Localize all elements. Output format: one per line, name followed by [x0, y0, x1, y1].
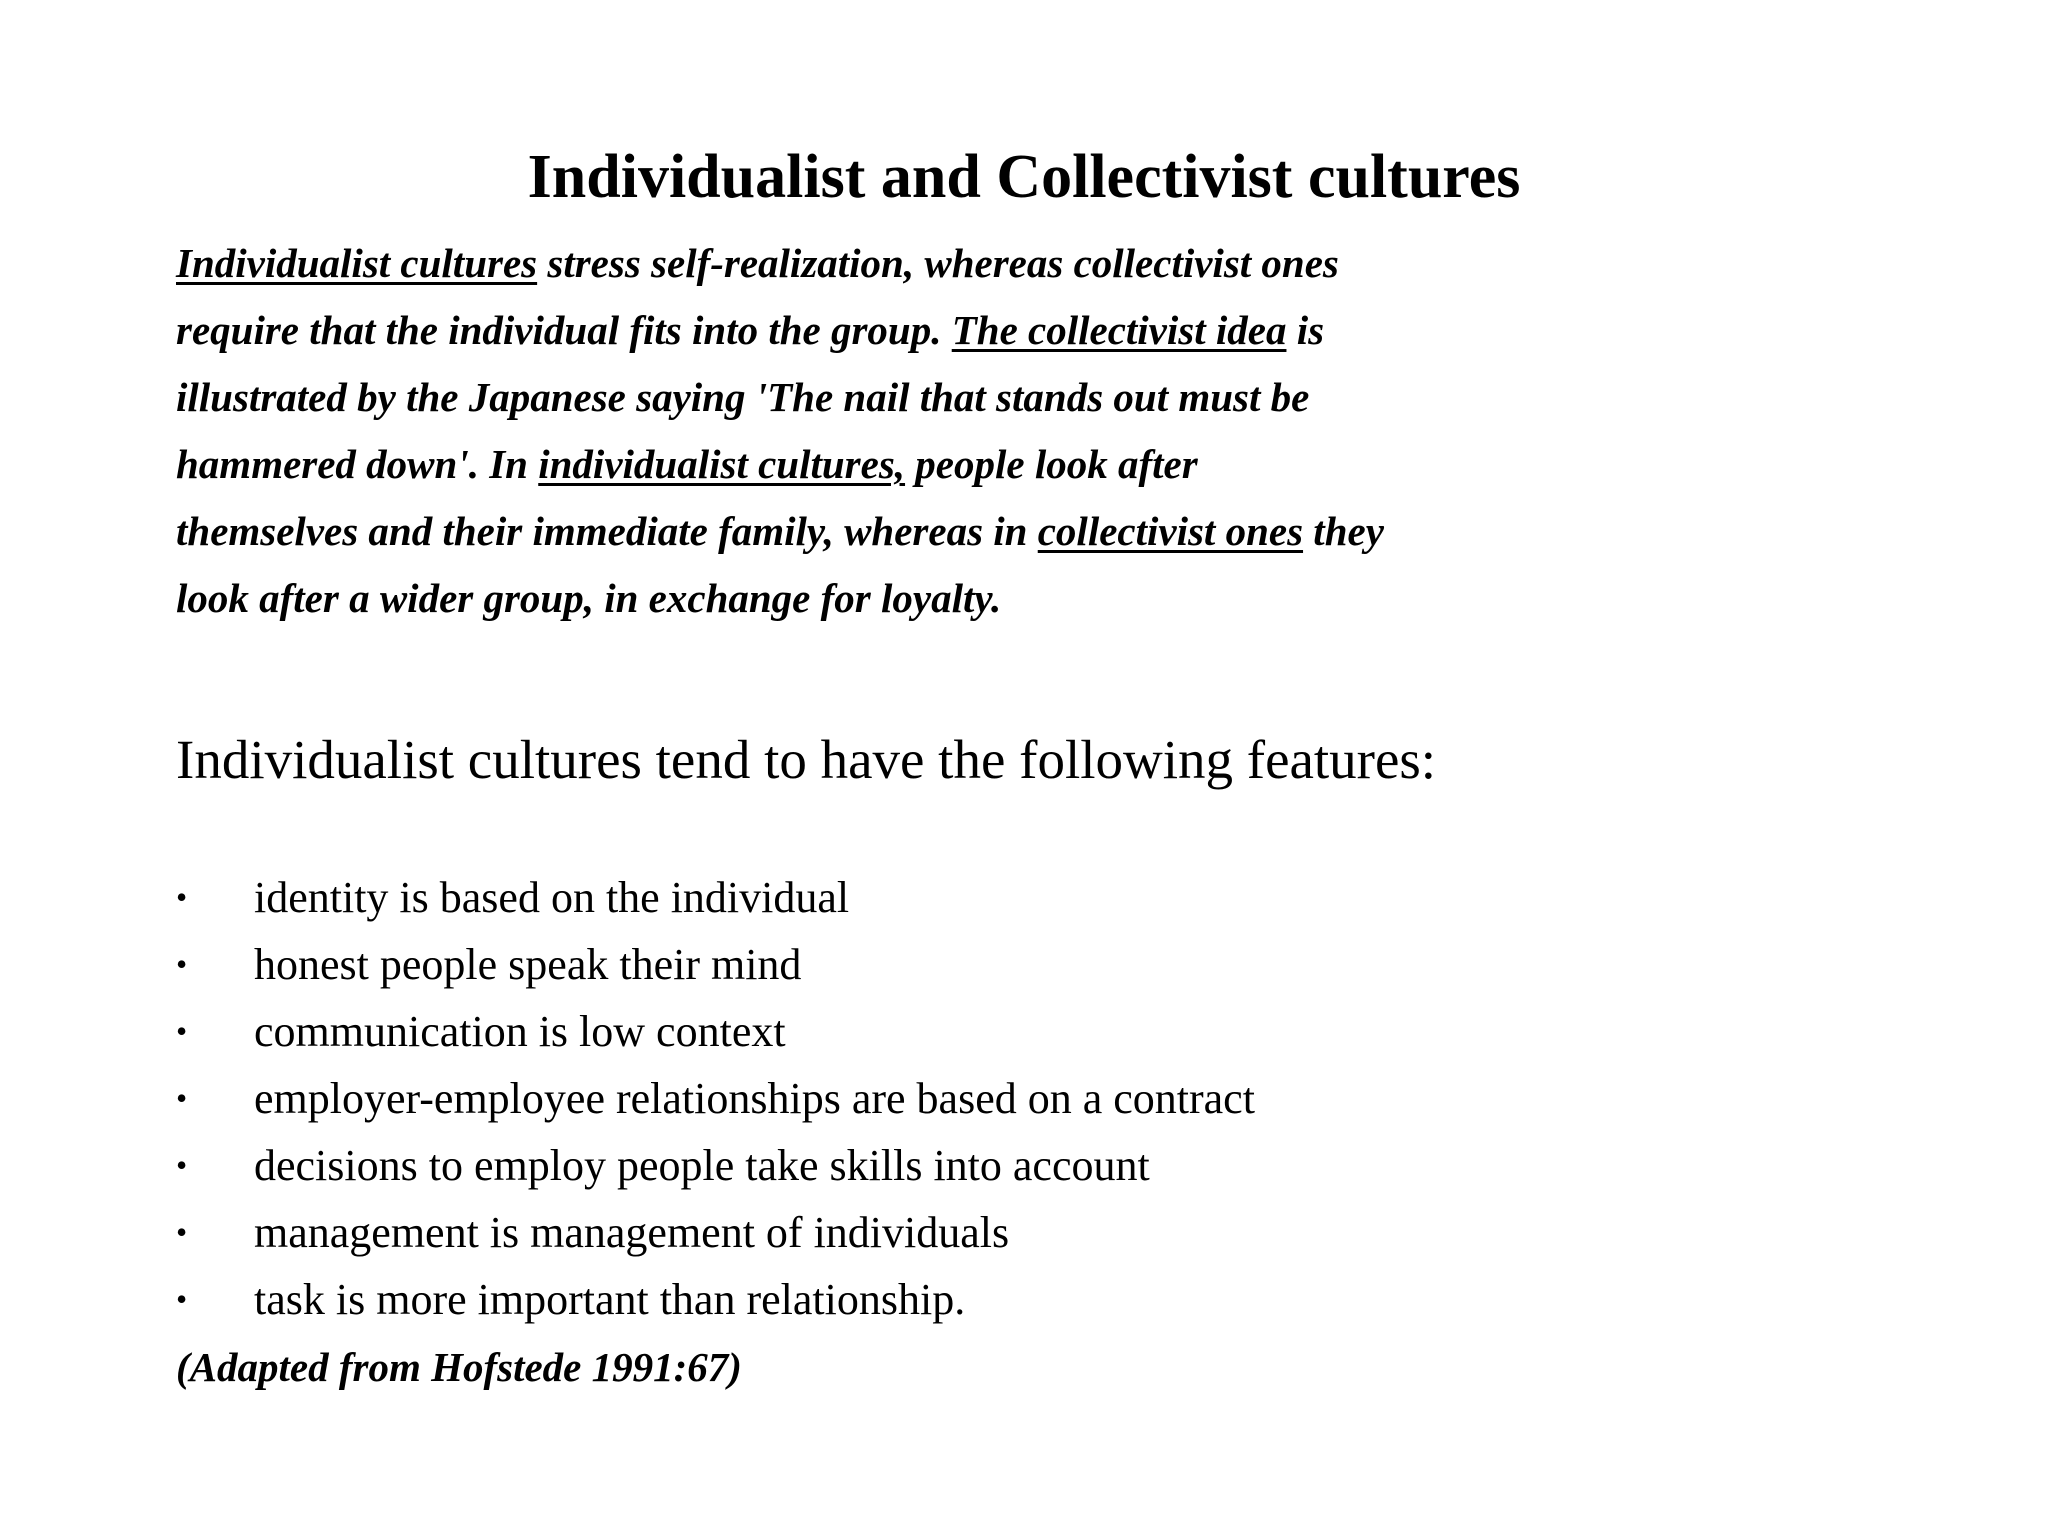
- bullet-icon: •: [176, 1214, 188, 1250]
- feature-text: honest people speak their mind: [254, 940, 802, 989]
- intro-text: is: [1286, 307, 1325, 353]
- emphasis-collectivist-idea: The collectivist idea: [951, 307, 1287, 353]
- emphasis-individualist-cultures-2: individualist cultures,: [538, 441, 906, 487]
- bullet-icon: •: [176, 1147, 188, 1183]
- intro-text: hammered down'. In: [176, 441, 539, 487]
- bullet-icon: •: [176, 1080, 188, 1116]
- feature-text: decisions to employ people take skills into account: [254, 1141, 1150, 1190]
- intro-line: [176, 230, 1936, 297]
- intro-line: [176, 431, 1936, 498]
- intro-line: [176, 297, 1936, 364]
- feature-text: communication is low context: [254, 1007, 786, 1056]
- intro-text: look after a wider group, in exchange for loyalty.: [176, 575, 1002, 621]
- bullet-icon: •: [176, 946, 188, 982]
- feature-text: employer-employee relationships are based on a contract: [254, 1074, 1255, 1123]
- intro-text: illustrated by the Japanese saying 'The nail that stands out must be: [176, 374, 1310, 420]
- emphasis-collectivist-ones: collectivist ones: [1037, 508, 1304, 554]
- intro-text: themselves and their immediate family, whereas in: [176, 508, 1038, 554]
- intro-line: [176, 364, 1936, 431]
- citation: (Adapted from Hofstede 1991:67): [176, 1344, 742, 1390]
- intro-paragraph: [176, 230, 1936, 632]
- emphasis-individualist-cultures: Individualist cultures: [176, 240, 538, 286]
- intro-text: stress self-realization, whereas collectivist ones: [537, 240, 1339, 286]
- slide-title: Individualist and Collectivist cultures: [527, 143, 1521, 211]
- intro-text: people look after: [905, 441, 1198, 487]
- bullet-icon: •: [176, 879, 188, 915]
- intro-text: require that the individual fits into the group.: [176, 307, 952, 353]
- bullet-icon: •: [176, 1013, 188, 1049]
- intro-line: [176, 498, 1936, 565]
- feature-text: management is management of individuals: [254, 1208, 1010, 1257]
- feature-text: task is more important than relationship.: [254, 1275, 966, 1324]
- bullet-icon: •: [176, 1281, 188, 1317]
- features-heading: Individualist cultures tend to have the following features:: [176, 729, 1437, 790]
- feature-text: identity is based on the individual: [254, 873, 850, 922]
- intro-text: they: [1303, 508, 1384, 554]
- intro-line: [176, 565, 1936, 632]
